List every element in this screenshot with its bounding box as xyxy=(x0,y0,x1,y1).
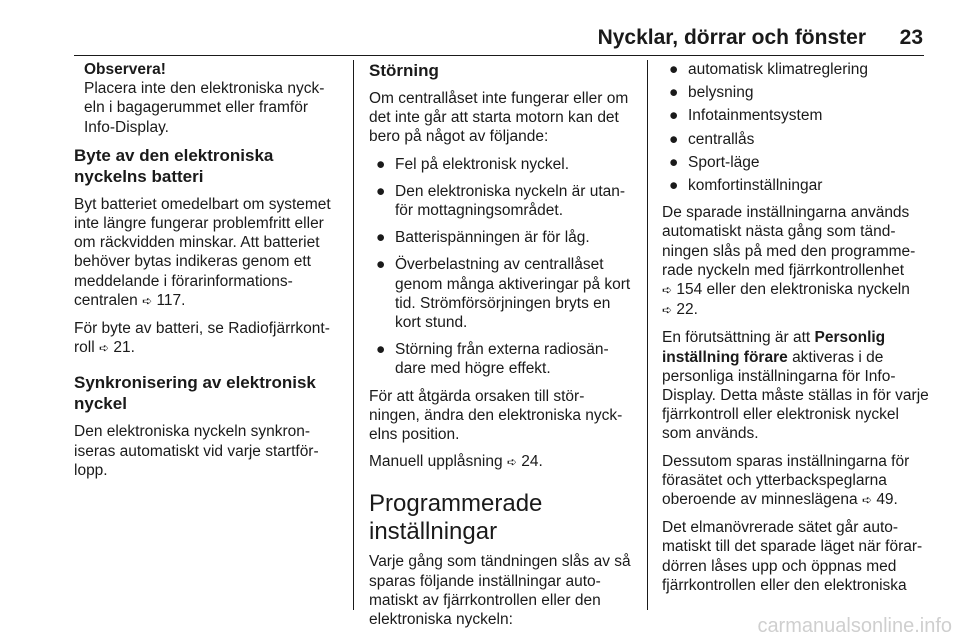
arrow-icon: ➪ xyxy=(142,293,153,308)
column-1 xyxy=(74,60,342,488)
paragraph-radio: För byte av batteri, se Radiofjärrkont-roll ➪ 21. xyxy=(74,320,330,357)
watermark: carmanualsonline.info xyxy=(757,615,952,637)
list-item: ● Överbelastning av centrallåset genom många aktiveringar på kort tid. Strömförsörjningen bryts en kort stund. xyxy=(376,256,631,332)
bullet-icon: ● xyxy=(669,84,679,102)
section-title: Nycklar, dörrar och fönster xyxy=(597,26,866,49)
page-ref-link[interactable]: 22. xyxy=(676,301,698,319)
paragraph-seat-mirrors: Dessutom sparas inställningarna för förasätet och ytterbackspeglarna oberoende av minneslägena ➪ 49. xyxy=(662,452,910,509)
header-rule xyxy=(74,55,924,56)
arrow-icon: ➪ xyxy=(861,493,872,508)
bullet-icon: ● xyxy=(376,256,386,274)
list-item: ● Sport-läge xyxy=(669,153,760,171)
bullet-icon: ● xyxy=(376,155,386,173)
paragraph-programmed: Varje gång som tändningen slås av så sparas följande inställningar auto-matiskt av fjärrkontrollen eller den elektroniska nyckeln: xyxy=(369,553,631,629)
page-header xyxy=(0,0,960,56)
list-item: ● centrallås xyxy=(669,130,755,148)
column-3 xyxy=(662,60,930,603)
note-text: Placera inte den elektroniska nyck-eln i bagagerummet eller framför Info-Display. xyxy=(84,80,325,136)
bold-setting-name: Personlig inställning förare xyxy=(662,329,886,366)
bullet-icon: ● xyxy=(376,182,386,200)
arrow-icon: ➪ xyxy=(662,283,673,298)
paragraph-fault: Om centrallåset inte fungerar eller om det inte går att starta motorn kan det bero på något av följande: xyxy=(369,90,629,146)
list-item: ● Störning från externa radiosän-dare med högre effekt. xyxy=(376,341,609,378)
heading-battery: Byte av den elektroniska nyckelns batteri xyxy=(74,145,274,186)
list-item: ● Fel på elektronisk nyckel. xyxy=(376,155,570,173)
paragraph-saved-settings: De sparade inställningarna används automatiskt nästa gång som tänd-ningen slås på med den programme-rade nyckeln med fjärrkontrollenhet ➪ 154 eller den elektroniska nyckeln ➪ 22. xyxy=(662,204,916,319)
list-item: ● belysning xyxy=(669,84,754,102)
paragraph-prerequisite: En förutsättning är att Personlig inställning förare aktiveras i de personliga inställningarna för Info-Display. Detta måste ställas in för varje fjärrkontroll eller elektronisk nyckel som används. xyxy=(662,329,929,443)
bullet-icon: ● xyxy=(669,153,679,171)
list-item: ● Infotainmentsystem xyxy=(669,107,823,125)
page-ref-link[interactable]: 154 eller den elektroniska nyckeln xyxy=(676,281,910,299)
column-divider-1 xyxy=(353,60,354,610)
bullet-icon: ● xyxy=(669,130,679,148)
paragraph-battery: Byt batteriet omedelbart om systemet inte längre fungerar problemfritt eller om räckvidden minskar. Att batteriet behöver bytas indikeras genom ett meddelande i förarinformations-centralen ➪ 117. xyxy=(74,195,331,309)
bullet-icon: ● xyxy=(669,177,679,195)
note-title: Observera! xyxy=(84,61,166,78)
list-item: ● automatisk klimatreglering xyxy=(669,61,869,78)
settings-list xyxy=(662,60,930,195)
page-ref-link[interactable]: 21. xyxy=(113,339,135,357)
paragraph-manual: Manuell upplåsning ➪ 24. xyxy=(369,453,543,471)
arrow-icon: ➪ xyxy=(506,455,517,470)
column-divider-2 xyxy=(647,60,648,610)
heading-programmed: Programmerade inställningar xyxy=(369,490,543,546)
bullet-icon: ● xyxy=(376,229,386,247)
column-2 xyxy=(369,60,635,637)
list-item: ● Batterispänningen är för låg. xyxy=(376,229,590,247)
bullet-icon: ● xyxy=(669,107,679,125)
paragraph-remedy: För att åtgärda orsaken till stör-ningen, ändra den elektroniska nyck-elns position. xyxy=(369,387,623,444)
list-item: ● Den elektroniska nyckeln är utan-för mottagningsområdet. xyxy=(376,182,626,220)
arrow-icon: ➪ xyxy=(662,303,673,318)
page-number: 23 xyxy=(899,26,923,49)
paragraph-sync: Den elektroniska nyckeln synkron-iseras automatiskt vid varje startför-lopp. xyxy=(74,423,319,479)
note-box xyxy=(74,60,342,137)
bullet-icon: ● xyxy=(376,341,386,359)
page-ref-link[interactable]: 117. xyxy=(156,291,186,309)
fault-list xyxy=(369,155,635,379)
arrow-icon: ➪ xyxy=(98,341,110,356)
heading-sync: Synkronisering av elektronisk nyckel xyxy=(74,373,316,414)
list-item: ● komfortinställningar xyxy=(669,177,823,195)
page-ref-link[interactable]: 24. xyxy=(521,453,543,471)
page-ref-link[interactable]: 49. xyxy=(876,491,898,509)
bullet-icon: ● xyxy=(669,61,679,78)
heading-fault: Störning xyxy=(369,61,439,80)
paragraph-power-seat: Det elmanövrerade sätet går auto-matiskt till det sparade läget när förar-dörren låses upp och öppnas med fjärrkontrollen eller den elektroniska xyxy=(662,519,923,594)
